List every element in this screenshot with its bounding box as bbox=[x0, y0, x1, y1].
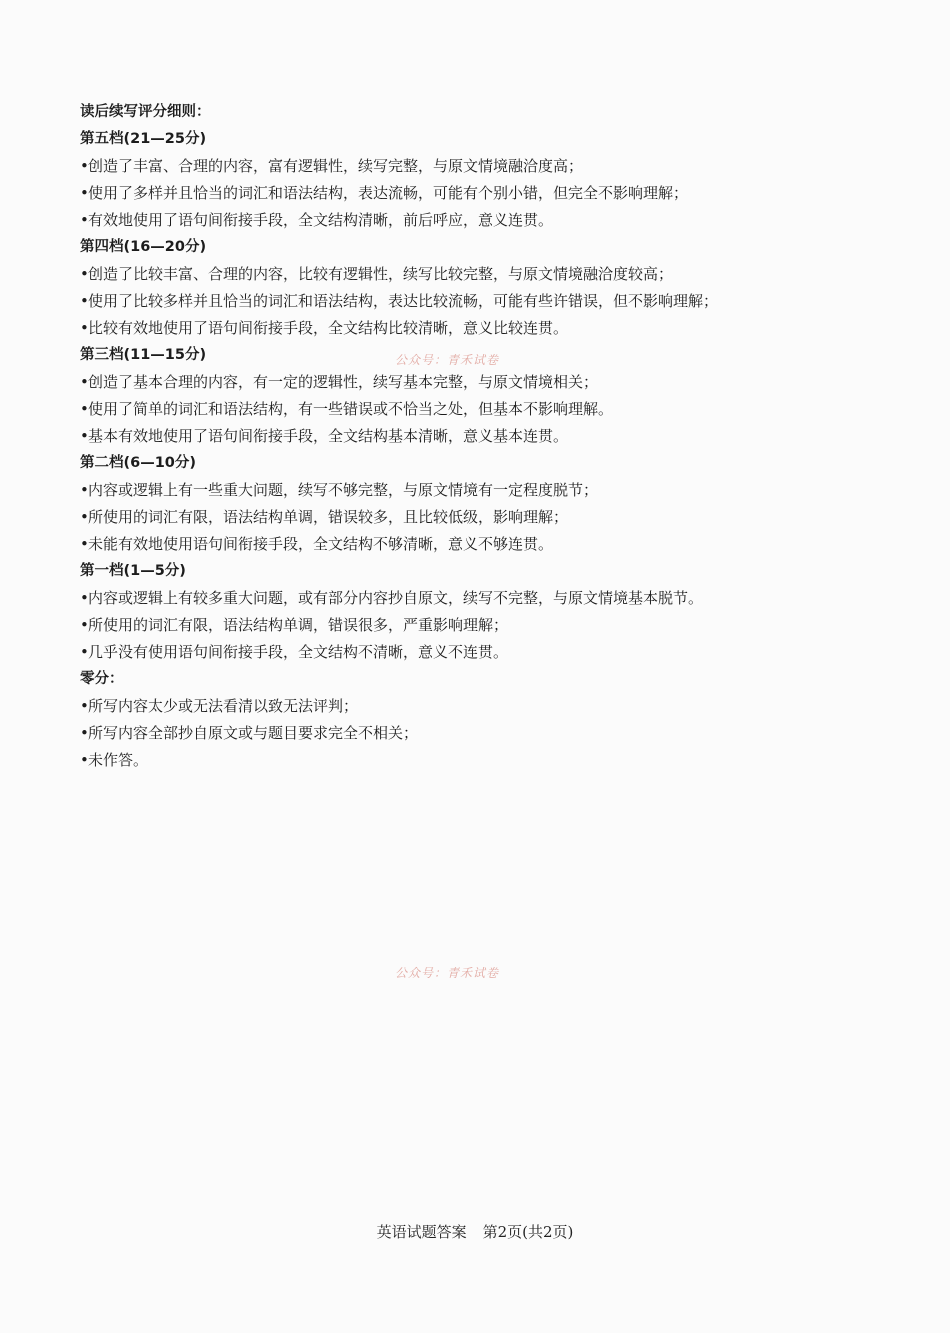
bullet-text: 基本有效地使用了语句间衔接手段，全文结构基本清晰，意义基本连贯。 bbox=[88, 427, 569, 445]
rubric-bullet-item bbox=[80, 207, 880, 234]
bullet-text: 几乎没有使用语句间衔接手段，全文结构不清晰，意义不连贯。 bbox=[88, 643, 509, 661]
rubric-bullet-item bbox=[80, 504, 880, 531]
bullet-icon: • bbox=[80, 616, 89, 634]
watermark: 公众号：青禾试卷 bbox=[395, 966, 500, 980]
rubric-bullet-item bbox=[80, 531, 880, 558]
rubric-bullet-item bbox=[80, 153, 880, 180]
bullet-icon: • bbox=[80, 643, 89, 661]
rubric-title: 读后续写评分细则： bbox=[80, 104, 211, 120]
section-heading: 第一档(1—5分) bbox=[80, 563, 186, 579]
bullet-icon: • bbox=[80, 697, 89, 715]
rubric-bullet-item bbox=[80, 639, 880, 666]
bullet-icon: • bbox=[80, 724, 89, 742]
bullet-icon: • bbox=[80, 184, 89, 202]
bullet-icon: • bbox=[80, 319, 89, 337]
rubric-bullet-item bbox=[80, 180, 880, 207]
bullet-text: 内容或逻辑上有较多重大问题，或有部分内容抄自原文，续写不完整，与原文情境基本脱节。 bbox=[88, 589, 704, 607]
bullet-text: 创造了比较丰富、合理的内容，比较有逻辑性，续写比较完整，与原文情境融洽度较高； bbox=[88, 265, 674, 283]
bullet-text: 使用了多样并且恰当的词汇和语法结构，表达流畅，可能有个别小错，但完全不影响理解； bbox=[88, 184, 689, 202]
bullet-text: 所使用的词汇有限，语法结构单调，错误较多，且比较低级，影响理解； bbox=[88, 508, 569, 526]
bullet-icon: • bbox=[80, 481, 89, 499]
section-heading: 第二档(6—10分) bbox=[80, 455, 197, 471]
rubric-bullet-item bbox=[80, 693, 880, 720]
bullet-icon: • bbox=[80, 589, 89, 607]
bullet-text: 有效地使用了语句间衔接手段，全文结构清晰，前后呼应，意义连贯。 bbox=[88, 211, 554, 229]
bullet-text: 使用了简单的词汇和语法结构，有一些错误或不恰当之处，但基本不影响理解。 bbox=[88, 400, 614, 418]
bullet-icon: • bbox=[80, 292, 89, 310]
bullet-text: 未能有效地使用语句间衔接手段，全文结构不够清晰，意义不够连贯。 bbox=[88, 535, 554, 553]
rubric-bullet-item bbox=[80, 396, 880, 423]
bullet-text: 所写内容全部抄自原文或与题目要求完全不相关； bbox=[88, 724, 419, 742]
rubric-bullet-item bbox=[80, 288, 880, 315]
bullet-text: 内容或逻辑上有一些重大问题，续写不够完整，与原文情境有一定程度脱节； bbox=[88, 481, 599, 499]
bullet-text: 创造了丰富、合理的内容，富有逻辑性，续写完整，与原文情境融洽度高； bbox=[88, 157, 584, 175]
watermark: 公众号：青禾试卷 bbox=[395, 353, 500, 367]
rubric-bullet-item bbox=[80, 585, 880, 612]
rubric-bullet-item bbox=[80, 423, 880, 450]
bullet-icon: • bbox=[80, 427, 89, 445]
rubric-bullet-item bbox=[80, 477, 880, 504]
rubric-bullet-item bbox=[80, 747, 880, 774]
bullet-icon: • bbox=[80, 535, 89, 553]
bullet-icon: • bbox=[80, 373, 89, 391]
bullet-text: 所使用的词汇有限，语法结构单调，错误很多，严重影响理解； bbox=[88, 616, 509, 634]
bullet-text: 比较有效地使用了语句间衔接手段，全文结构比较清晰，意义比较连贯。 bbox=[88, 319, 569, 337]
rubric-bullet-item bbox=[80, 612, 880, 639]
section-heading: 零分： bbox=[80, 671, 124, 687]
bullet-icon: • bbox=[80, 400, 89, 418]
bullet-icon: • bbox=[80, 751, 89, 769]
bullet-text: 未作答。 bbox=[88, 751, 149, 769]
page-footer bbox=[0, 1221, 950, 1242]
rubric-bullet-item bbox=[80, 315, 880, 342]
bullet-icon: • bbox=[80, 157, 89, 175]
bullet-icon: • bbox=[80, 265, 89, 283]
footer-subject: 英语试题答案 bbox=[376, 1223, 467, 1241]
rubric-content bbox=[80, 99, 880, 774]
bullet-icon: • bbox=[80, 508, 89, 526]
rubric-bullet-item bbox=[80, 369, 880, 396]
section-heading: 第三档(11—15分) bbox=[80, 347, 207, 363]
rubric-sections bbox=[80, 126, 880, 774]
section-heading: 第五档(21—25分) bbox=[80, 131, 207, 147]
bullet-text: 使用了比较多样并且恰当的词汇和语法结构，表达比较流畅，可能有些许错误，但不影响理解； bbox=[88, 292, 719, 310]
rubric-bullet-item bbox=[80, 261, 880, 288]
bullet-text: 创造了基本合理的内容，有一定的逻辑性，续写基本完整，与原文情境相关； bbox=[88, 373, 599, 391]
section-heading: 第四档(16—20分) bbox=[80, 239, 207, 255]
bullet-text: 所写内容太少或无法看清以致无法评判； bbox=[88, 697, 359, 715]
footer-page-number: 第2页(共2页) bbox=[482, 1223, 574, 1241]
rubric-bullet-item bbox=[80, 720, 880, 747]
bullet-icon: • bbox=[80, 211, 89, 229]
